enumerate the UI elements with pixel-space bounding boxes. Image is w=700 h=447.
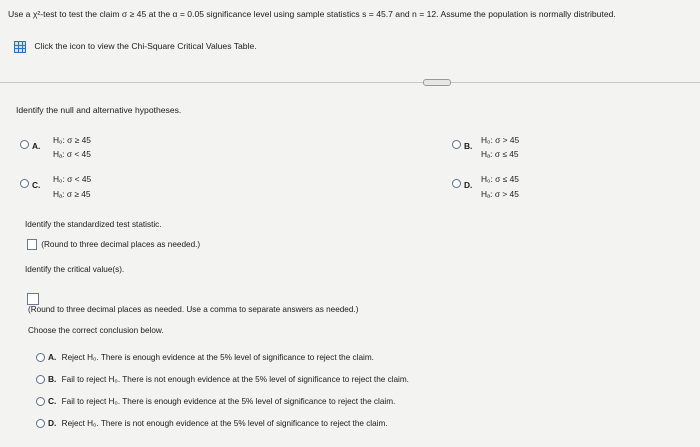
test-statistic-row: [27, 239, 200, 250]
conclusion-option-d[interactable]: D. Reject H₀. There is not enough evidence at the 5% level of significance to reject the claim.: [36, 418, 388, 428]
question-text: Use a χ²-test to test the claim σ ≥ 45 at the α = 0.05 significance level using sample statistics s = 45.7 and n = 12. Assume the population is normally distributed.: [8, 9, 616, 19]
table-link[interactable]: [14, 41, 257, 53]
table-icon[interactable]: [14, 41, 26, 53]
part1-prompt: Identify the null and alternative hypotheses.: [16, 105, 182, 115]
hypothesis-option-c[interactable]: C.: [20, 175, 40, 193]
radio-icon[interactable]: [20, 179, 29, 188]
option-d-h0: H₀: σ ≤ 45: [481, 174, 519, 184]
collapse-handle[interactable]: [423, 79, 451, 86]
radio-icon[interactable]: [36, 375, 45, 384]
option-c-ha: Hₐ: σ ≥ 45: [53, 189, 91, 199]
conclusion-option-c[interactable]: C. Fail to reject H₀. There is enough evidence at the 5% level of significance to reject the claim.: [36, 396, 395, 406]
conclusion-option-a[interactable]: A. Reject H₀. There is enough evidence at the 5% level of significance to reject the claim.: [36, 352, 374, 362]
option-a-ha: Hₐ: σ < 45: [53, 149, 91, 159]
part3-hint: (Round to three decimal places as needed. Use a comma to separate answers as needed.): [28, 305, 359, 314]
hypothesis-option-a[interactable]: A.: [20, 136, 40, 154]
part4-prompt: Choose the correct conclusion below.: [28, 326, 164, 335]
option-b-ha: Hₐ: σ ≤ 45: [481, 149, 519, 159]
hypothesis-option-d[interactable]: D.: [452, 175, 472, 193]
option-a-h0: H₀: σ ≥ 45: [53, 135, 91, 145]
radio-icon[interactable]: [20, 140, 29, 149]
radio-icon[interactable]: [36, 419, 45, 428]
hypothesis-option-b[interactable]: B.: [452, 136, 472, 154]
part2-prompt: Identify the standardized test statistic.: [25, 220, 162, 229]
option-b-h0: H₀: σ > 45: [481, 135, 520, 145]
table-link-label[interactable]: Click the icon to view the Chi-Square Critical Values Table.: [34, 41, 257, 52]
radio-icon[interactable]: [452, 179, 461, 188]
radio-icon[interactable]: [452, 140, 461, 149]
critical-value-input[interactable]: [27, 293, 39, 305]
option-d-ha: Hₐ: σ > 45: [481, 189, 519, 199]
part2-hint: (Round to three decimal places as needed.): [41, 239, 201, 249]
conclusion-option-b[interactable]: B. Fail to reject H₀. There is not enough evidence at the 5% level of significance to reject the claim.: [36, 374, 409, 384]
section-divider: [0, 82, 700, 83]
option-c-h0: H₀: σ < 45: [53, 174, 92, 184]
radio-icon[interactable]: [36, 353, 45, 362]
part3-prompt: Identify the critical value(s).: [25, 265, 125, 274]
test-statistic-input[interactable]: [27, 239, 37, 250]
radio-icon[interactable]: [36, 397, 45, 406]
